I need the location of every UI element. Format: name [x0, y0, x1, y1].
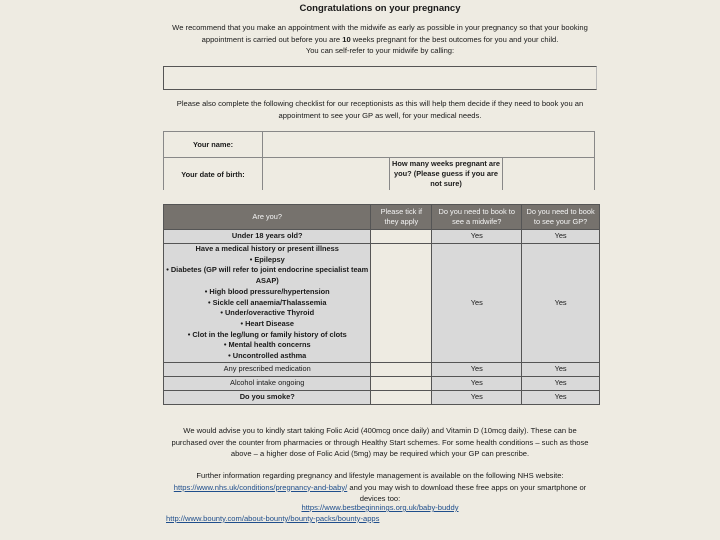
table-row [164, 376, 600, 390]
condition-medical-history [164, 244, 371, 363]
gp-answer: Yes [522, 244, 600, 363]
midwife-answer: Yes [432, 390, 522, 404]
midwife-answer: Yes [432, 376, 522, 390]
name-label: Your name: [164, 132, 263, 158]
intro-paragraph [165, 22, 595, 57]
condition-item: • Epilepsy [249, 254, 285, 264]
midwife-answer: Yes [432, 230, 522, 244]
checklist-header-row [164, 205, 600, 230]
folic-acid-advice: We would advise you to kindly start taking Folic Acid (400mcg once daily) and Vitamin D (10mcg daily). These can be purchased over the counter from pharmacies or through Healthy Start schemes. For some health conditions – such as those above – a higher dose of Folic Acid (5mg) may be required which your GP can prescribe. [171, 426, 589, 458]
header-are-you: Are you? [164, 205, 371, 230]
intro-self-refer: You can self-refer to your midwife by calling: [305, 46, 455, 55]
tick-cell[interactable] [371, 230, 432, 244]
nhs-link[interactable]: https://www.nhs.uk/conditions/pregnancy-and-baby/ [173, 482, 348, 492]
tick-cell[interactable] [371, 244, 432, 363]
dob-label: Your date of birth: [164, 158, 263, 191]
intro-text-2: weeks pregnant for the best outcomes for you and your child. [350, 34, 559, 44]
apps-text: and you may wish to download these free apps on your smartphone or devices too: [347, 482, 587, 503]
condition-item: • Clot in the leg/lung or family history of clots [187, 329, 347, 339]
further-info [165, 470, 595, 505]
tick-cell[interactable] [371, 362, 432, 376]
page-title: Congratulations on your pregnancy [299, 3, 461, 14]
condition-item: • Diabetes (GP will refer to joint endocrine specialist team ASAP) [166, 265, 369, 286]
weeks-pregnant-label: How many weeks pregnant are you? (Please guess if you are not sure) [390, 158, 503, 191]
condition-item: • Mental health concerns [223, 340, 311, 350]
further-info-text: Further information regarding pregnancy and lifestyle management is available on the following NHS website: [196, 471, 564, 480]
midwife-answer: Yes [432, 362, 522, 376]
header-midwife: Do you need to book to see a midwife? [432, 205, 522, 230]
tick-cell[interactable] [371, 376, 432, 390]
midwife-answer: Yes [432, 244, 522, 363]
condition-under-18: Under 18 years old? [164, 230, 371, 244]
gp-answer: Yes [522, 376, 600, 390]
table-row [164, 244, 600, 363]
table-row [164, 390, 600, 404]
condition-alcohol: Alcohol intake ongoing [164, 376, 371, 390]
table-row [164, 230, 600, 244]
weeks-pregnant-field[interactable] [503, 158, 595, 191]
medical-history-heading: Have a medical history or present illness [195, 244, 339, 253]
header-tick: Please tick if they apply [371, 205, 432, 230]
baby-buddy-link[interactable]: https://www.bestbeginnings.org.uk/baby-buddy [301, 503, 459, 512]
condition-item: • Heart Disease [240, 318, 294, 328]
condition-prescribed-medication: Any prescribed medication [164, 362, 371, 376]
condition-item: • Uncontrolled asthma [228, 351, 307, 361]
gp-answer: Yes [522, 362, 600, 376]
condition-item: • Sickle cell anaemia/Thalassemia [207, 297, 327, 307]
condition-smoke: Do you smoke? [164, 390, 371, 404]
gp-answer: Yes [522, 390, 600, 404]
table-row [164, 362, 600, 376]
gp-answer: Yes [522, 230, 600, 244]
tick-cell[interactable] [371, 390, 432, 404]
condition-item: • Under/overactive Thyroid [220, 308, 315, 318]
dob-field[interactable] [263, 158, 390, 191]
name-field[interactable] [263, 132, 595, 158]
checklist-intro: Please also complete the following checklist for our receptionists as this will help them decide if they need to book you an appointment to see your GP as well, for your medical needs. [176, 99, 584, 120]
header-gp: Do you need to book to see your GP? [522, 205, 600, 230]
intro-weeks-bold: 10 [342, 34, 351, 44]
bounty-apps-link[interactable]: http://www.bounty.com/about-bounty/bounty-packs/bounty-apps [166, 514, 380, 523]
baby-buddy-link-row [165, 503, 595, 512]
midwife-phone-box[interactable] [163, 66, 597, 90]
intro-text-1: We recommend that you make an appointment with the midwife as early as possible in your pregnancy so that your booking appointment is carried out before you are [172, 23, 588, 44]
condition-item: • High blood pressure/hypertension [204, 286, 330, 296]
checklist-table [163, 204, 600, 405]
bounty-link-row [166, 514, 379, 523]
personal-details-table [163, 131, 595, 190]
